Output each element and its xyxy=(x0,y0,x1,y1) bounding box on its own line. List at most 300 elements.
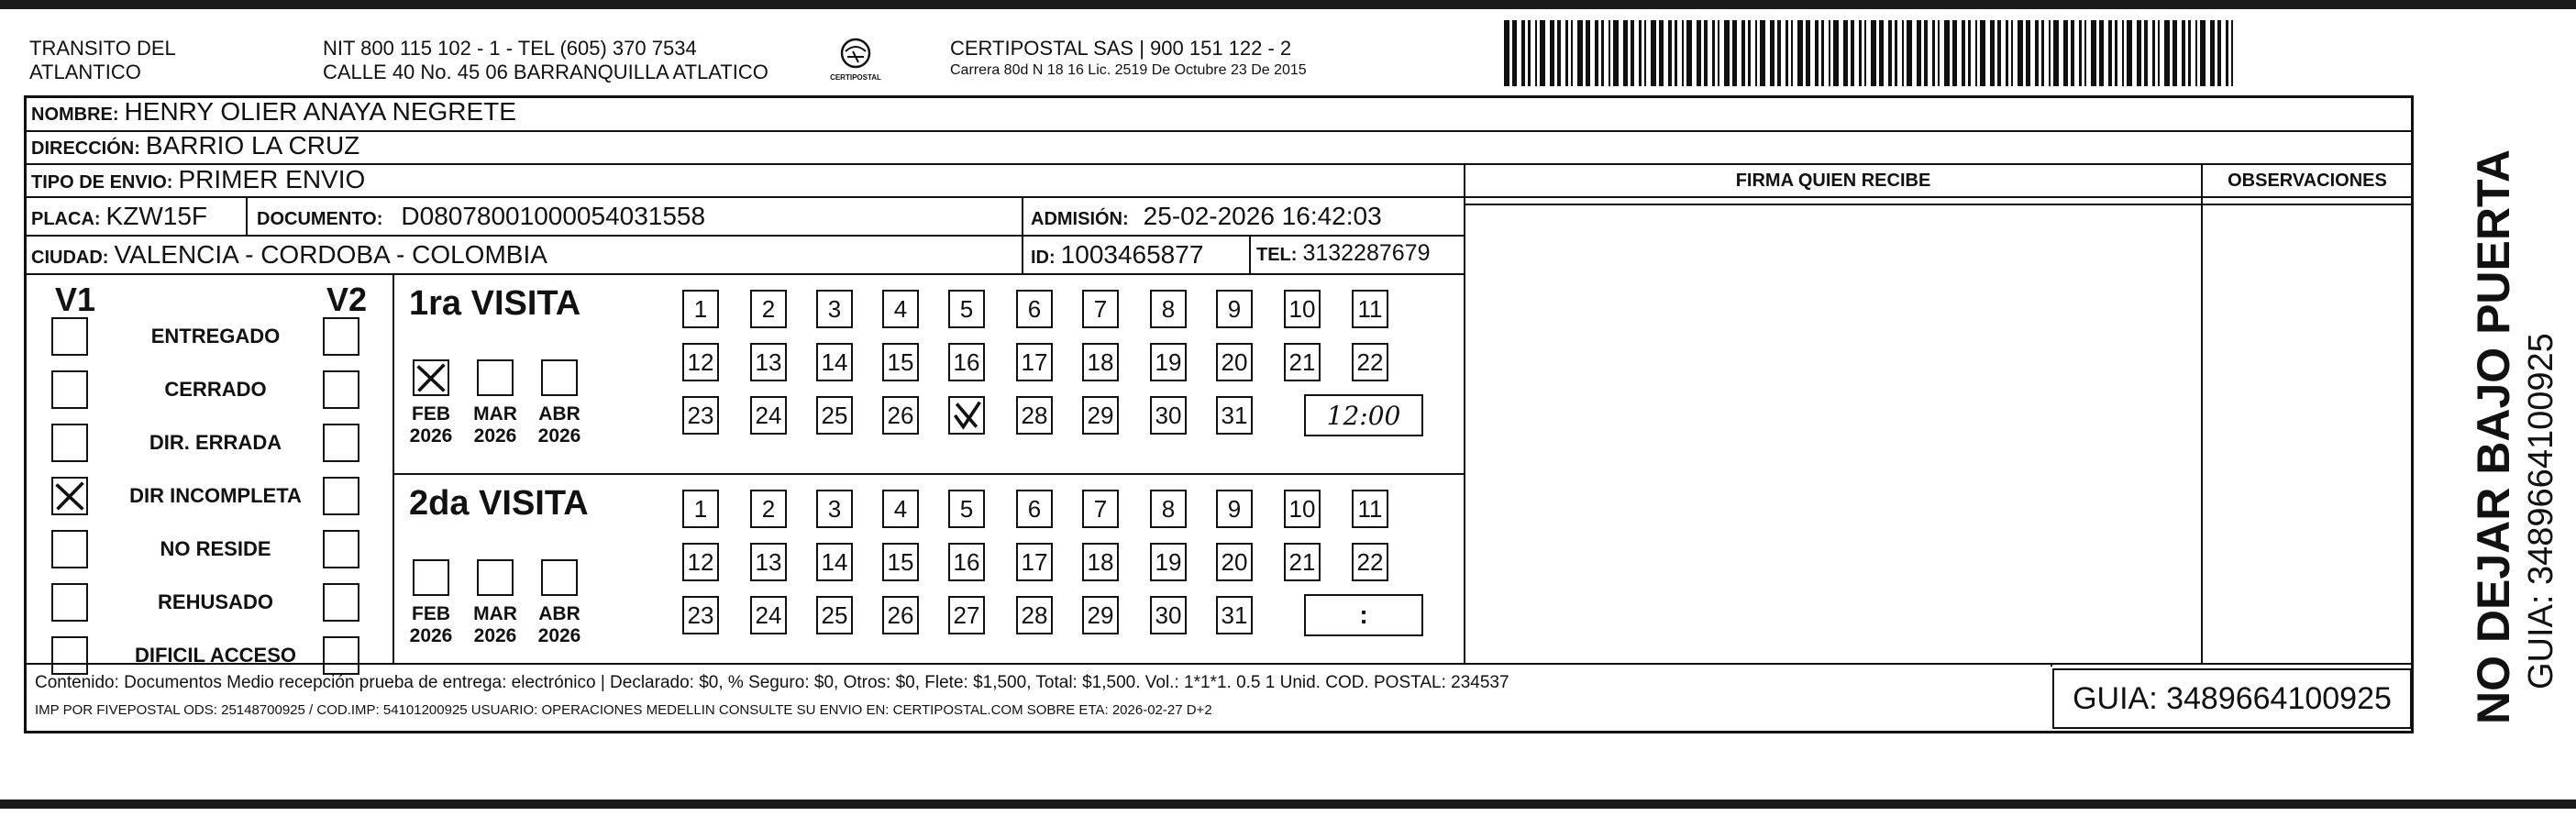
bottom-edge-bar xyxy=(0,799,2576,809)
day-box[interactable] xyxy=(1016,290,1053,328)
day-box[interactable] xyxy=(882,396,919,435)
hour-box[interactable] xyxy=(1304,594,1423,636)
field-placa xyxy=(31,202,207,231)
barcode-bar xyxy=(2063,20,2068,86)
divider xyxy=(246,196,248,235)
divider xyxy=(392,273,394,663)
hour-value: 12:00 xyxy=(1326,400,1401,431)
day-box[interactable] xyxy=(816,396,853,435)
day-box[interactable] xyxy=(1016,343,1053,381)
day-box[interactable] xyxy=(1216,543,1253,581)
barcode-bar xyxy=(1815,20,1819,86)
status-label: CERRADO xyxy=(164,378,267,401)
divider xyxy=(1249,235,1251,273)
barcode-bar xyxy=(2049,20,2051,86)
day-box[interactable] xyxy=(750,343,787,381)
status-label: DIFICIL ACCESO xyxy=(134,644,296,667)
day-box[interactable] xyxy=(750,396,787,435)
day-number: 5 xyxy=(959,494,974,523)
day-number: 11 xyxy=(1357,494,1383,523)
day-box[interactable] xyxy=(1082,490,1119,528)
status-v1-checkbox[interactable] xyxy=(51,530,88,568)
day-number: 20 xyxy=(1221,347,1248,376)
day-box[interactable] xyxy=(816,290,853,328)
month-checkbox[interactable] xyxy=(541,559,578,596)
side-guia: GUIA: 3489664100925 xyxy=(2522,333,2560,689)
day-box[interactable] xyxy=(1352,343,1388,381)
barcode-bar xyxy=(2231,20,2233,86)
barcode-bar xyxy=(1797,20,1803,86)
month-checkbox[interactable] xyxy=(413,359,449,396)
barcode-bar xyxy=(1777,20,1781,86)
day-number: 8 xyxy=(1161,494,1176,523)
barcode-bar xyxy=(1550,20,1554,86)
certipostal-logo xyxy=(830,35,881,88)
status-v2-checkbox[interactable] xyxy=(323,424,359,462)
day-number: 31 xyxy=(1221,601,1248,629)
day-box[interactable] xyxy=(1150,490,1187,528)
day-number: 29 xyxy=(1087,401,1114,429)
documento-label: DOCUMENTO: xyxy=(257,209,383,229)
day-number: 27 xyxy=(953,601,980,629)
day-number: 17 xyxy=(1021,347,1048,376)
barcode-bar xyxy=(2084,20,2086,86)
status-v1-checkbox[interactable] xyxy=(51,583,88,622)
admision-label: ADMISIÓN: xyxy=(1031,209,1129,229)
divider xyxy=(392,473,1464,475)
day-box[interactable] xyxy=(816,343,853,381)
status-label: DIR. ERRADA xyxy=(149,431,282,454)
barcode-bar xyxy=(1879,20,1884,86)
day-number: 9 xyxy=(1227,294,1242,323)
day-box[interactable] xyxy=(750,490,787,528)
day-box[interactable] xyxy=(882,290,919,328)
day-box[interactable] xyxy=(948,543,985,581)
barcode-bar xyxy=(2108,20,2112,86)
day-number: 30 xyxy=(1155,401,1182,429)
day-box[interactable] xyxy=(1352,290,1388,328)
status-v2-checkbox[interactable] xyxy=(323,530,359,568)
day-box[interactable] xyxy=(1216,396,1253,435)
day-box[interactable] xyxy=(1284,490,1321,528)
day-box[interactable] xyxy=(750,543,787,581)
barcode-bar xyxy=(1631,20,1634,86)
barcode-bar xyxy=(1932,20,1935,86)
status-v2-checkbox[interactable] xyxy=(323,636,359,675)
day-number: 22 xyxy=(1356,347,1384,376)
month-label xyxy=(468,603,523,647)
divider xyxy=(24,196,2414,198)
barcode-bar xyxy=(1668,20,1672,86)
barcode-bar xyxy=(1512,20,1517,86)
day-box[interactable] xyxy=(1016,396,1053,435)
month-label xyxy=(468,403,523,447)
barcode-bar xyxy=(1741,20,1745,86)
day-number: 23 xyxy=(687,401,714,429)
admision-value: 25-02-2026 16:42:03 xyxy=(1143,202,1382,230)
field-id xyxy=(1031,240,1203,270)
day-box[interactable] xyxy=(1016,490,1053,528)
barcode xyxy=(1504,20,2236,86)
sender-block xyxy=(29,37,176,84)
day-number: 24 xyxy=(755,601,782,629)
barcode-bar xyxy=(2011,20,2013,86)
barcode-bar xyxy=(1975,20,1977,86)
day-box[interactable] xyxy=(1082,290,1119,328)
day-box[interactable] xyxy=(682,290,719,328)
day-number: 14 xyxy=(821,547,848,576)
divider xyxy=(1022,196,1023,273)
day-number: 23 xyxy=(687,601,714,629)
barcode-bar xyxy=(1895,20,1897,86)
barcode-bar xyxy=(2200,20,2206,86)
day-number: 29 xyxy=(1087,601,1114,629)
day-box[interactable] xyxy=(1284,343,1321,381)
day-box[interactable] xyxy=(1016,543,1053,581)
column-divider xyxy=(1464,163,1465,663)
divider xyxy=(2051,665,2052,667)
day-number: 4 xyxy=(893,294,908,323)
status-v1-checkbox[interactable] xyxy=(51,370,88,409)
day-number: 9 xyxy=(1227,494,1242,523)
day-number: 3 xyxy=(827,494,842,523)
barcode-bar xyxy=(2217,20,2221,86)
day-number: 14 xyxy=(821,347,848,376)
day-box[interactable] xyxy=(1150,343,1187,381)
day-number: 16 xyxy=(953,347,980,376)
day-number: 28 xyxy=(1021,401,1048,429)
status-v1-checkbox[interactable] xyxy=(51,477,88,515)
month-label xyxy=(532,603,587,647)
field-tipo-envio xyxy=(31,165,365,194)
barcode-bar xyxy=(2226,20,2228,86)
column-divider xyxy=(2201,163,2203,663)
barcode-bar xyxy=(2164,20,2170,86)
barcode-bar xyxy=(1851,20,1854,86)
day-number: 12 xyxy=(687,547,714,576)
day-box[interactable] xyxy=(882,596,919,634)
barcode-bar xyxy=(2172,20,2177,86)
barcode-bar xyxy=(1644,20,1646,86)
day-number: 7 xyxy=(1093,294,1108,323)
barcode-bar xyxy=(1968,20,1971,86)
barcode-bar xyxy=(1902,20,1904,86)
day-number: 21 xyxy=(1288,547,1316,576)
direccion-value: BARRIO LA CRUZ xyxy=(145,131,360,160)
day-box[interactable] xyxy=(1216,490,1253,528)
visit1-column-header: V1 xyxy=(55,281,96,318)
month-name: ABR xyxy=(538,403,580,425)
day-box[interactable] xyxy=(1082,543,1119,581)
month-checkbox[interactable] xyxy=(477,559,514,596)
day-box[interactable] xyxy=(1284,543,1321,581)
barcode-bar xyxy=(1577,20,1583,86)
barcode-bar xyxy=(1613,20,1619,86)
logo-caption: CERTIPOSTAL xyxy=(830,73,881,82)
barcode-bar xyxy=(1697,20,1701,86)
month-checkbox[interactable] xyxy=(541,359,578,396)
direccion-label: DIRECCIÓN: xyxy=(31,138,140,159)
day-box[interactable] xyxy=(816,596,853,634)
barcode-bar xyxy=(2079,20,2082,86)
nombre-value: HENRY OLIER ANAYA NEGRETE xyxy=(124,97,516,126)
content-summary: Contenido: Documentos Medio recepción prueba de entrega: electrónico | Declarado: $0, % Seguro: $0, Otros: $0, Flete: $1,500, Total: $1,500. Vol.: 1*1*1. 0.5 1 Unid. COD. POSTAL: 234537 xyxy=(35,673,1509,692)
ciudad-value: VALENCIA - CORDOBA - COLOMBIA xyxy=(114,240,547,269)
barcode-bar xyxy=(1980,20,1985,86)
day-number: 13 xyxy=(755,547,782,576)
placa-label: PLACA: xyxy=(31,209,101,229)
day-number: 8 xyxy=(1161,294,1176,323)
day-box[interactable] xyxy=(882,490,919,528)
print-info: IMP POR FIVEPOSTAL ODS: 25148700925 / COD.IMP: 54101200925 USUARIO: OPERACIONES MEDELLIN CONSULTE SU ENVIO EN: CERTIPOSTAL.COM SOBRE ETA: 2026-02-27 D+2 xyxy=(35,702,1212,718)
barcode-bar xyxy=(1907,20,1912,86)
field-ciudad xyxy=(31,240,547,270)
day-box[interactable] xyxy=(1284,290,1321,328)
sender-name-line2: ATLANTICO xyxy=(29,61,141,83)
month-year: 2026 xyxy=(537,625,581,646)
barcode-bar xyxy=(1586,20,1590,86)
barcode-bar xyxy=(2053,20,2059,86)
day-number: 1 xyxy=(693,494,708,523)
day-box[interactable] xyxy=(948,343,985,381)
day-number: 10 xyxy=(1288,494,1316,523)
day-number: 2 xyxy=(761,494,776,523)
status-v2-checkbox[interactable] xyxy=(323,583,359,622)
day-number: 11 xyxy=(1357,294,1383,323)
barcode-bar xyxy=(1755,20,1757,86)
day-box[interactable] xyxy=(1352,543,1388,581)
status-v2-checkbox[interactable] xyxy=(323,477,359,515)
day-box[interactable] xyxy=(948,396,985,435)
barcode-bar xyxy=(1718,20,1719,86)
barcode-bar xyxy=(1833,20,1839,86)
barcode-bar xyxy=(1540,20,1545,86)
field-tel xyxy=(1256,240,1430,267)
visit-title: 2da VISITA xyxy=(409,484,589,523)
barcode-bar xyxy=(2099,20,2104,86)
barcode-bar xyxy=(2035,20,2039,86)
barcode-bar xyxy=(2115,20,2117,86)
month-checkbox[interactable] xyxy=(413,559,449,596)
barcode-bar xyxy=(1609,20,1610,86)
month-name: FEB xyxy=(412,403,450,425)
day-box[interactable] xyxy=(1216,290,1253,328)
sender-name-line1: TRANSITO DEL xyxy=(29,37,176,60)
day-number: 20 xyxy=(1221,547,1248,576)
tel-value: 3132287679 xyxy=(1302,240,1431,266)
barcode-bar xyxy=(1917,20,1921,86)
barcode-bar xyxy=(2018,20,2023,86)
day-box[interactable] xyxy=(1216,343,1253,381)
barcode-bar xyxy=(2188,20,2191,86)
day-box[interactable] xyxy=(948,490,985,528)
day-box[interactable] xyxy=(882,543,919,581)
barcode-bar xyxy=(1791,20,1793,86)
divider xyxy=(24,163,2414,165)
day-number: 6 xyxy=(1027,494,1042,523)
barcode-bar xyxy=(2137,20,2141,86)
barcode-bar xyxy=(1623,20,1628,86)
day-number: 31 xyxy=(1221,401,1248,429)
day-number: 21 xyxy=(1288,347,1316,376)
day-number: 5 xyxy=(959,294,974,323)
guia-number-box: GUIA: 3489664100925 xyxy=(2052,668,2412,729)
status-v1-checkbox[interactable] xyxy=(51,424,88,462)
barcode-bar xyxy=(1557,20,1561,86)
barcode-bar xyxy=(1770,20,1774,86)
no-dejar-notice: NO DEJAR BAJO PUERTA xyxy=(2468,149,2519,724)
day-box[interactable] xyxy=(1082,396,1119,435)
sender-details xyxy=(323,37,768,84)
day-number: 12 xyxy=(687,347,714,376)
barcode-bar xyxy=(1806,20,1810,86)
day-box[interactable] xyxy=(816,543,853,581)
day-box[interactable] xyxy=(1352,490,1388,528)
barcode-bar xyxy=(1924,20,1928,86)
hour-value: : xyxy=(1359,601,1368,629)
status-label: ENTREGADO xyxy=(150,325,281,347)
day-number: 25 xyxy=(821,401,848,429)
barcode-bar xyxy=(1724,20,1730,86)
day-box[interactable] xyxy=(882,343,919,381)
barcode-bar xyxy=(1888,20,1892,86)
day-number: 26 xyxy=(887,601,914,629)
month-label xyxy=(404,403,459,447)
barcode-bar xyxy=(1732,20,1737,86)
barcode-bar xyxy=(2127,20,2132,86)
barcode-bar xyxy=(2041,20,2044,86)
field-admision xyxy=(1031,202,1382,231)
barcode-bar xyxy=(1565,20,1568,86)
hour-box[interactable] xyxy=(1304,394,1423,436)
day-box[interactable] xyxy=(682,543,719,581)
id-label: ID: xyxy=(1031,248,1056,268)
nombre-label: NOMBRE: xyxy=(31,105,119,125)
day-box[interactable] xyxy=(948,290,985,328)
day-number: 26 xyxy=(887,401,914,429)
day-number: 16 xyxy=(953,547,980,576)
day-box[interactable] xyxy=(948,596,985,634)
day-box[interactable] xyxy=(1150,596,1187,634)
day-box[interactable] xyxy=(1150,290,1187,328)
barcode-bar xyxy=(1821,20,1824,86)
day-box[interactable] xyxy=(682,343,719,381)
month-name: ABR xyxy=(538,603,580,624)
day-number: 15 xyxy=(887,347,914,376)
carrier-block xyxy=(950,37,1307,81)
barcode-bar xyxy=(1528,20,1531,86)
status-v2-checkbox[interactable] xyxy=(323,317,359,356)
day-box[interactable] xyxy=(682,596,719,634)
barcode-bar xyxy=(2122,20,2124,86)
day-box[interactable] xyxy=(682,396,719,435)
day-box[interactable] xyxy=(1150,543,1187,581)
check-mark xyxy=(950,398,983,433)
day-box[interactable] xyxy=(682,490,719,528)
visit-title: 1ra VISITA xyxy=(409,284,581,323)
barcode-bar xyxy=(1760,20,1765,86)
barcode-bar xyxy=(1952,20,1957,86)
day-box[interactable] xyxy=(750,596,787,634)
barcode-bar xyxy=(2210,20,2215,86)
month-label xyxy=(532,403,587,447)
barcode-bar xyxy=(1712,20,1715,86)
placa-value: KZW15F xyxy=(105,202,208,230)
visit2-column-header: V2 xyxy=(326,281,368,318)
firma-header: FIRMA QUIEN RECIBE xyxy=(1735,171,1931,191)
month-year: 2026 xyxy=(537,425,581,447)
day-number: 19 xyxy=(1155,347,1182,376)
day-number: 6 xyxy=(1027,294,1042,323)
day-number: 30 xyxy=(1155,601,1182,629)
month-year: 2026 xyxy=(473,625,517,646)
day-number: 25 xyxy=(821,601,848,629)
barcode-bar xyxy=(1675,20,1677,86)
day-number: 4 xyxy=(893,494,908,523)
check-mark xyxy=(53,479,86,513)
day-number: 7 xyxy=(1093,494,1108,523)
barcode-bar xyxy=(1682,20,1684,86)
barcode-bar xyxy=(1639,20,1642,86)
barcode-bar xyxy=(1938,20,1940,86)
day-number: 17 xyxy=(1021,547,1048,576)
day-box[interactable] xyxy=(1016,596,1053,634)
barcode-bar xyxy=(1651,20,1656,86)
field-documento xyxy=(257,202,705,231)
month-name: FEB xyxy=(412,603,450,624)
ciudad-label: CIUDAD: xyxy=(31,248,109,268)
status-v1-checkbox[interactable] xyxy=(51,636,88,675)
day-number: 18 xyxy=(1087,547,1114,576)
barcode-bar xyxy=(1944,20,1950,86)
field-nombre xyxy=(31,97,516,127)
barcode-bar xyxy=(1504,20,1509,86)
month-year: 2026 xyxy=(473,425,517,447)
day-number: 28 xyxy=(1021,601,1048,629)
day-number: 24 xyxy=(755,401,782,429)
tel-label: TEL: xyxy=(1256,245,1298,265)
id-value: 1003465877 xyxy=(1060,240,1204,269)
day-box[interactable] xyxy=(1150,396,1187,435)
barcode-bar xyxy=(1864,20,1866,86)
day-box[interactable] xyxy=(1216,596,1253,634)
day-box[interactable] xyxy=(1082,596,1119,634)
check-mark xyxy=(415,361,448,394)
barcode-bar xyxy=(1601,20,1604,86)
carrier-line: CERTIPOSTAL SAS | 900 151 122 - 2 xyxy=(950,37,1292,60)
day-box[interactable] xyxy=(750,290,787,328)
day-box[interactable] xyxy=(816,490,853,528)
day-number: 19 xyxy=(1155,547,1182,576)
day-box[interactable] xyxy=(1082,343,1119,381)
barcode-bar xyxy=(1595,20,1598,86)
barcode-bar xyxy=(1686,20,1692,86)
side-notice xyxy=(2467,149,2561,724)
status-v2-checkbox[interactable] xyxy=(323,370,359,409)
barcode-bar xyxy=(2182,20,2185,86)
barcode-bar xyxy=(2091,20,2096,86)
status-v1-checkbox[interactable] xyxy=(51,317,88,356)
barcode-bar xyxy=(2152,20,2155,86)
day-number: 15 xyxy=(887,547,914,576)
divider xyxy=(24,663,2414,665)
barcode-bar xyxy=(1535,20,1537,86)
documento-value: D08078001000054031558 xyxy=(401,202,706,230)
status-label: DIR INCOMPLETA xyxy=(129,484,302,507)
barcode-bar xyxy=(1659,20,1664,86)
month-checkbox[interactable] xyxy=(477,359,514,396)
barcode-bar xyxy=(1843,20,1848,86)
